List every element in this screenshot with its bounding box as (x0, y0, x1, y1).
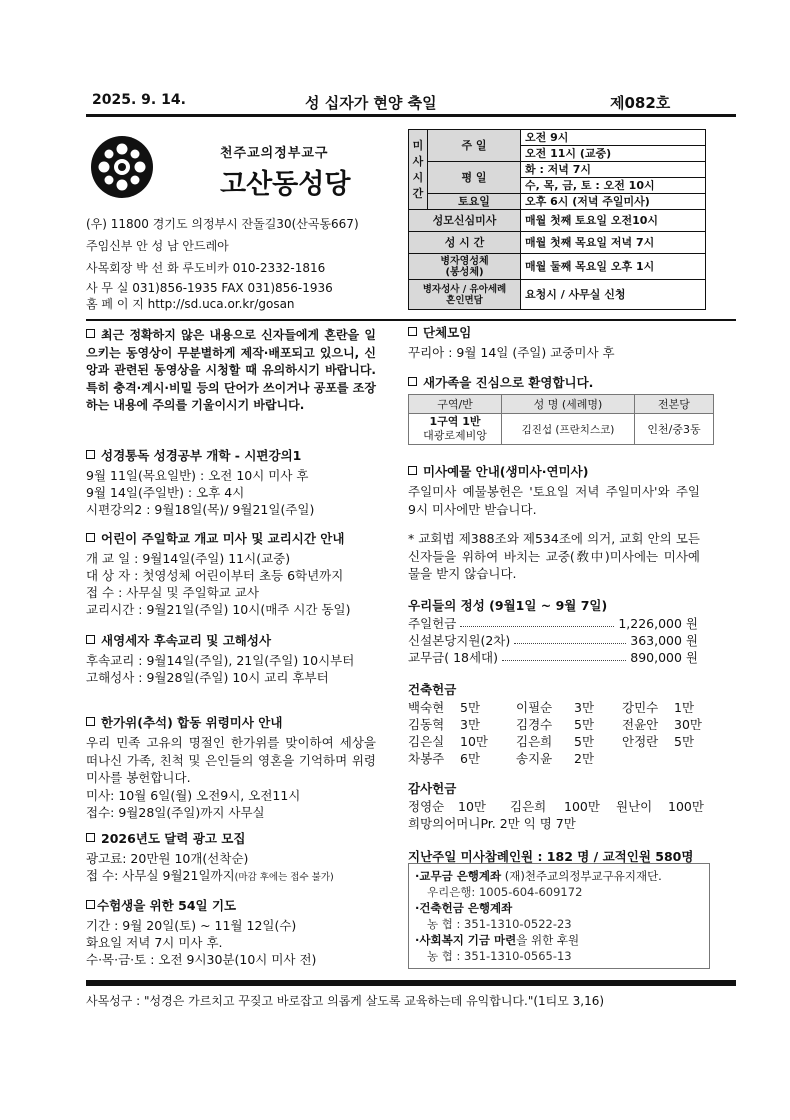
sacraments-value: 요청시 / 사무실 신청 (521, 280, 706, 310)
children-line: 대 상 자 : 첫영성체 어린이부터 초등 6학년까지 (86, 568, 344, 583)
footer-rule (86, 980, 736, 986)
checkbox-bullet-icon (408, 327, 417, 336)
chuseok-line: 미사: 10월 6일(월) 오전9시, 오전11시 (86, 787, 301, 803)
donor-name: 강민수 (622, 700, 659, 715)
chuseok-line: 접수: 9월28일(주일)까지 사무실 (86, 804, 265, 820)
donor-amount: 10만 (458, 799, 486, 814)
offering-label: 교무금( 18세대) (408, 650, 499, 665)
sick-communion-label: 병자영성체 (봉성체) (409, 254, 521, 280)
offering-amount: 363,000 원 (630, 633, 698, 648)
donor-name: 전윤안 (622, 717, 659, 732)
tithe-account-number: 우리은행: 1005-604-609172 (427, 885, 583, 899)
exam-line: 수·목·금·토 : 오전 9시30분(10시 미사 전) (86, 952, 317, 967)
chuseok-text: 우리 민족 고유의 명절인 한가위를 맞이하여 세상을 떠나신 가족, 친척 및 은인들의 영혼을 기억하며 위령미사를 봉헌합니다. (86, 735, 376, 785)
donor-amount: 100만 (564, 799, 600, 814)
donor-amount: 6만 (460, 751, 481, 766)
checkbox-bullet-icon (86, 833, 95, 842)
newcomers-section (408, 373, 714, 445)
parish-name: 고산동성당 (220, 169, 351, 200)
donor-name: 정영순 (408, 799, 445, 814)
donor-name: 송지윤 (516, 751, 553, 766)
donor-amount: 5만 (574, 734, 595, 749)
thanks-title: 감사헌금 (408, 781, 457, 796)
checkbox-bullet-icon (408, 466, 417, 475)
newcomers-col-area: 구역/반 (409, 395, 502, 414)
checkbox-bullet-icon (86, 635, 95, 644)
newcomer-area: 1구역 1반 (429, 415, 481, 428)
neophyte-line: 고해성사 : 9월28일(주일) 10시 교리 후부터 (86, 670, 329, 685)
newcomer-name: 김진섭 (프란치스코) (502, 414, 635, 445)
checkbox-bullet-icon (408, 377, 417, 386)
mass-time-table (408, 129, 706, 310)
checkbox-bullet-icon (86, 329, 95, 338)
donor-amount: 30만 (674, 717, 702, 732)
donor-name: 김동혁 (408, 717, 445, 732)
exam-section (86, 896, 316, 968)
pastoral-verse: 사목성구 : "성경은 가르치고 꾸짖고 바로잡고 의롭게 살도록 교육하는데 유익합니다."(1티모 3,16) (86, 994, 605, 1008)
tithe-account-owner: (재)천주교의정부교구유지재단. (501, 869, 662, 883)
sunday-label: 주 일 (428, 130, 521, 162)
exam-line: 기간 : 9월 20일(토) ~ 11월 12일(수) (86, 918, 297, 933)
donor-amount: 1만 (674, 700, 695, 715)
bible-title: 성경통독 성경공부 개학 - 시편강의1 (101, 448, 302, 463)
section-rule (86, 319, 736, 321)
issue-number: 제082호 (610, 94, 671, 112)
donor-amount: 10만 (460, 734, 488, 749)
calendar-line: 광고료: 20만원 10개(선착순) (86, 851, 249, 866)
sick-communion-time: 매월 둘째 목요일 오후 1시 (521, 254, 706, 280)
diocese-name: 천주교의정부교구 (220, 146, 329, 161)
saturday-time: 오후 6시 (저녁 주일미사) (521, 194, 706, 210)
marian-mass-label: 성모신심미사 (409, 210, 521, 232)
newcomers-table (408, 394, 714, 445)
parish-office: 사 무 실 031)856-1935 FAX 031)856-1936 (86, 281, 333, 295)
newcomers-title: 새가족을 진심으로 환영합니다. (423, 375, 594, 390)
tithe-account-label: ·교무금 은행계좌 (415, 869, 502, 883)
chuseok-title: 한가위(추석) 합동 위령미사 안내 (101, 715, 283, 730)
children-section (86, 529, 350, 618)
holy-hour-label: 성 시 간 (409, 232, 521, 254)
children-title: 어린이 주일학교 개교 미사 및 교리시간 안내 (101, 531, 345, 546)
donor-amount: 5만 (674, 734, 695, 749)
newcomers-col-prev: 전본당 (635, 395, 714, 414)
parish-homepage[interactable]: 홈 페 이 지 http://sd.uca.or.kr/gosan (86, 297, 295, 311)
building-section (408, 680, 702, 767)
exam-title: 수험생을 위한 54일 기도 (97, 898, 237, 913)
group-title: 단체모임 (423, 325, 472, 340)
donor-name: 김은실 (408, 734, 445, 749)
parish-logo (90, 135, 154, 199)
parish-president: 사목회장 박 선 화 루도비카 010-2332-1816 (86, 261, 326, 275)
calendar-note: (마감 후에는 접수 불가) (234, 872, 334, 883)
bank-accounts-box (408, 863, 710, 969)
sacraments-label: 병자성사 / 유아세례 혼인면담 (409, 280, 521, 310)
donor-name: 김은희 (510, 799, 547, 814)
chuseok-section (86, 713, 376, 821)
weekday-label: 평 일 (428, 162, 521, 194)
sunday-time-1: 오전 9시 (521, 130, 706, 146)
bulletin-date: 2025. 9. 14. (92, 92, 186, 108)
checkbox-bullet-icon (86, 533, 95, 542)
neophyte-line: 후속교리 : 9월14일(주일), 21일(주일) 10시부터 (86, 653, 355, 668)
header-rule (86, 114, 736, 117)
feast-title: 성 십자가 현양 축일 (305, 94, 437, 112)
bible-section (86, 446, 314, 518)
welfare-account-label: ·사회복지 기금 마련 (415, 933, 517, 947)
parish-address: (우) 11800 경기도 의정부시 잔돌길30(산곡동667) (86, 217, 359, 231)
offering-label: 주일헌금 (408, 616, 457, 631)
notice-section (86, 327, 376, 415)
calendar-title: 2026년도 달력 광고 모집 (101, 831, 246, 846)
checkbox-bullet-icon (86, 450, 95, 459)
bible-line: 시편강의2 : 9월18일(목)/ 9월21일(주일) (86, 502, 315, 517)
donor-amount: 100만 (668, 799, 704, 814)
offering-notice-title: 미사예물 안내(생미사·연미사) (423, 464, 589, 479)
offering-notice-text2: * 교회법 제388조와 제534조에 의거, 교회 안의 모든 신자들을 위하여 바치는 교중(敎中)미사에는 미사예물을 받지 않습니다. (408, 531, 700, 581)
children-line: 개 교 일 : 9월14일(주일) 11시(교중) (86, 551, 291, 566)
donor-name: 원난이 (616, 799, 653, 814)
donor-name: 차봉주 (408, 751, 445, 766)
offerings-section (408, 596, 698, 666)
group-line: 꾸리아 : 9월 14일 (주일) 교중미사 후 (408, 345, 615, 360)
donor-amount: 5만 (574, 717, 595, 732)
donor-amount: 5만 (460, 700, 481, 715)
checkbox-bullet-icon (86, 717, 95, 726)
calendar-line: 접 수: 사무실 9월21일까지 (86, 868, 235, 883)
building-title: 건축헌금 (408, 682, 457, 697)
donor-name: 안정란 (622, 734, 659, 749)
donor-name: 이필순 (516, 700, 553, 715)
donor-amount: 2만 (574, 751, 595, 766)
offering-notice-section (408, 462, 700, 583)
calendar-section (86, 829, 334, 886)
offering-amount: 1,226,000 원 (618, 616, 698, 631)
welfare-account-number: 농 협 : 351-1310-0565-13 (427, 949, 572, 963)
donor-name: 김경수 (516, 717, 553, 732)
donor-amount: 3만 (574, 700, 595, 715)
parish-pastor: 주임신부 안 성 남 안드레아 (86, 239, 229, 253)
neophyte-title: 새영세자 후속교리 및 고해성사 (101, 633, 272, 648)
newcomer-sub: 대광로제비앙 (423, 429, 487, 442)
donor-amount: 3만 (460, 717, 481, 732)
building-account-number: 농 협 : 351-1310-0522-23 (427, 917, 572, 931)
mass-time-label: 미 사 시 간 (409, 130, 428, 210)
weekday-time-1: 화 : 저녁 7시 (521, 162, 706, 178)
exam-line: 화요일 저녁 7시 미사 후. (86, 935, 223, 950)
notice-text: 최근 정확하지 않은 내용으로 신자들에게 혼란을 일으키는 동영상이 무분별하게 제작·배포되고 있으니, 신앙과 관련된 동영상을 시청할 때 유의하시기 바랍니다. 특히 충격·계시·비밀 등의 단어가 쓰이거나 공포를 조장하는 내용에 주의를 기울이시기 바랍니다. (86, 328, 376, 412)
bible-line: 9월 14일(주일반) : 오후 4시 (86, 485, 245, 500)
offerings-title: 우리들의 정성 (9월1일 ~ 9월 7일) (408, 598, 608, 613)
children-line: 접 수 : 사무실 및 주일학교 교사 (86, 585, 259, 600)
neophyte-section (86, 631, 354, 686)
offering-amount: 890,000 원 (630, 650, 698, 665)
building-account-label: ·건축헌금 은행계좌 (415, 901, 513, 915)
group-section (408, 323, 615, 361)
holy-hour-time: 매월 첫째 목요일 저녁 7시 (521, 232, 706, 254)
weekday-time-2: 수, 목, 금, 토 : 오전 10시 (521, 178, 706, 194)
offering-notice-text1: 주일미사 예물봉헌은 '토요일 저녁 주일미사'와 주일 9시 미사에만 받습니다. (408, 484, 700, 517)
thanks-line2: 희망의어머니Pr. 2만 익 명 7만 (408, 816, 576, 831)
table-row (409, 414, 714, 445)
thanks-section (408, 779, 704, 832)
attendance: 지난주일 미사참례인원 : 182 명 / 교적인원 580명 (408, 849, 694, 864)
donor-name: 김은희 (516, 734, 553, 749)
welfare-account-note: 을 위한 후원 (516, 933, 580, 947)
checkbox-bullet-icon (86, 900, 95, 909)
saturday-label: 토요일 (428, 194, 521, 210)
donor-name: 백숙현 (408, 700, 445, 715)
sunday-time-2: 오전 11시 (교중) (521, 146, 706, 162)
newcomer-prev: 인천/중3동 (635, 414, 714, 445)
offering-label: 신설본당지원(2차) (408, 633, 511, 648)
newcomers-col-name: 성 명 (세례명) (502, 395, 635, 414)
bible-line: 9월 11일(목요일반) : 오전 10시 미사 후 (86, 468, 309, 483)
children-line: 교리시간 : 9월21일(주일) 10시(매주 시간 동일) (86, 602, 351, 617)
marian-mass-time: 매월 첫째 토요일 오전10시 (521, 210, 706, 232)
